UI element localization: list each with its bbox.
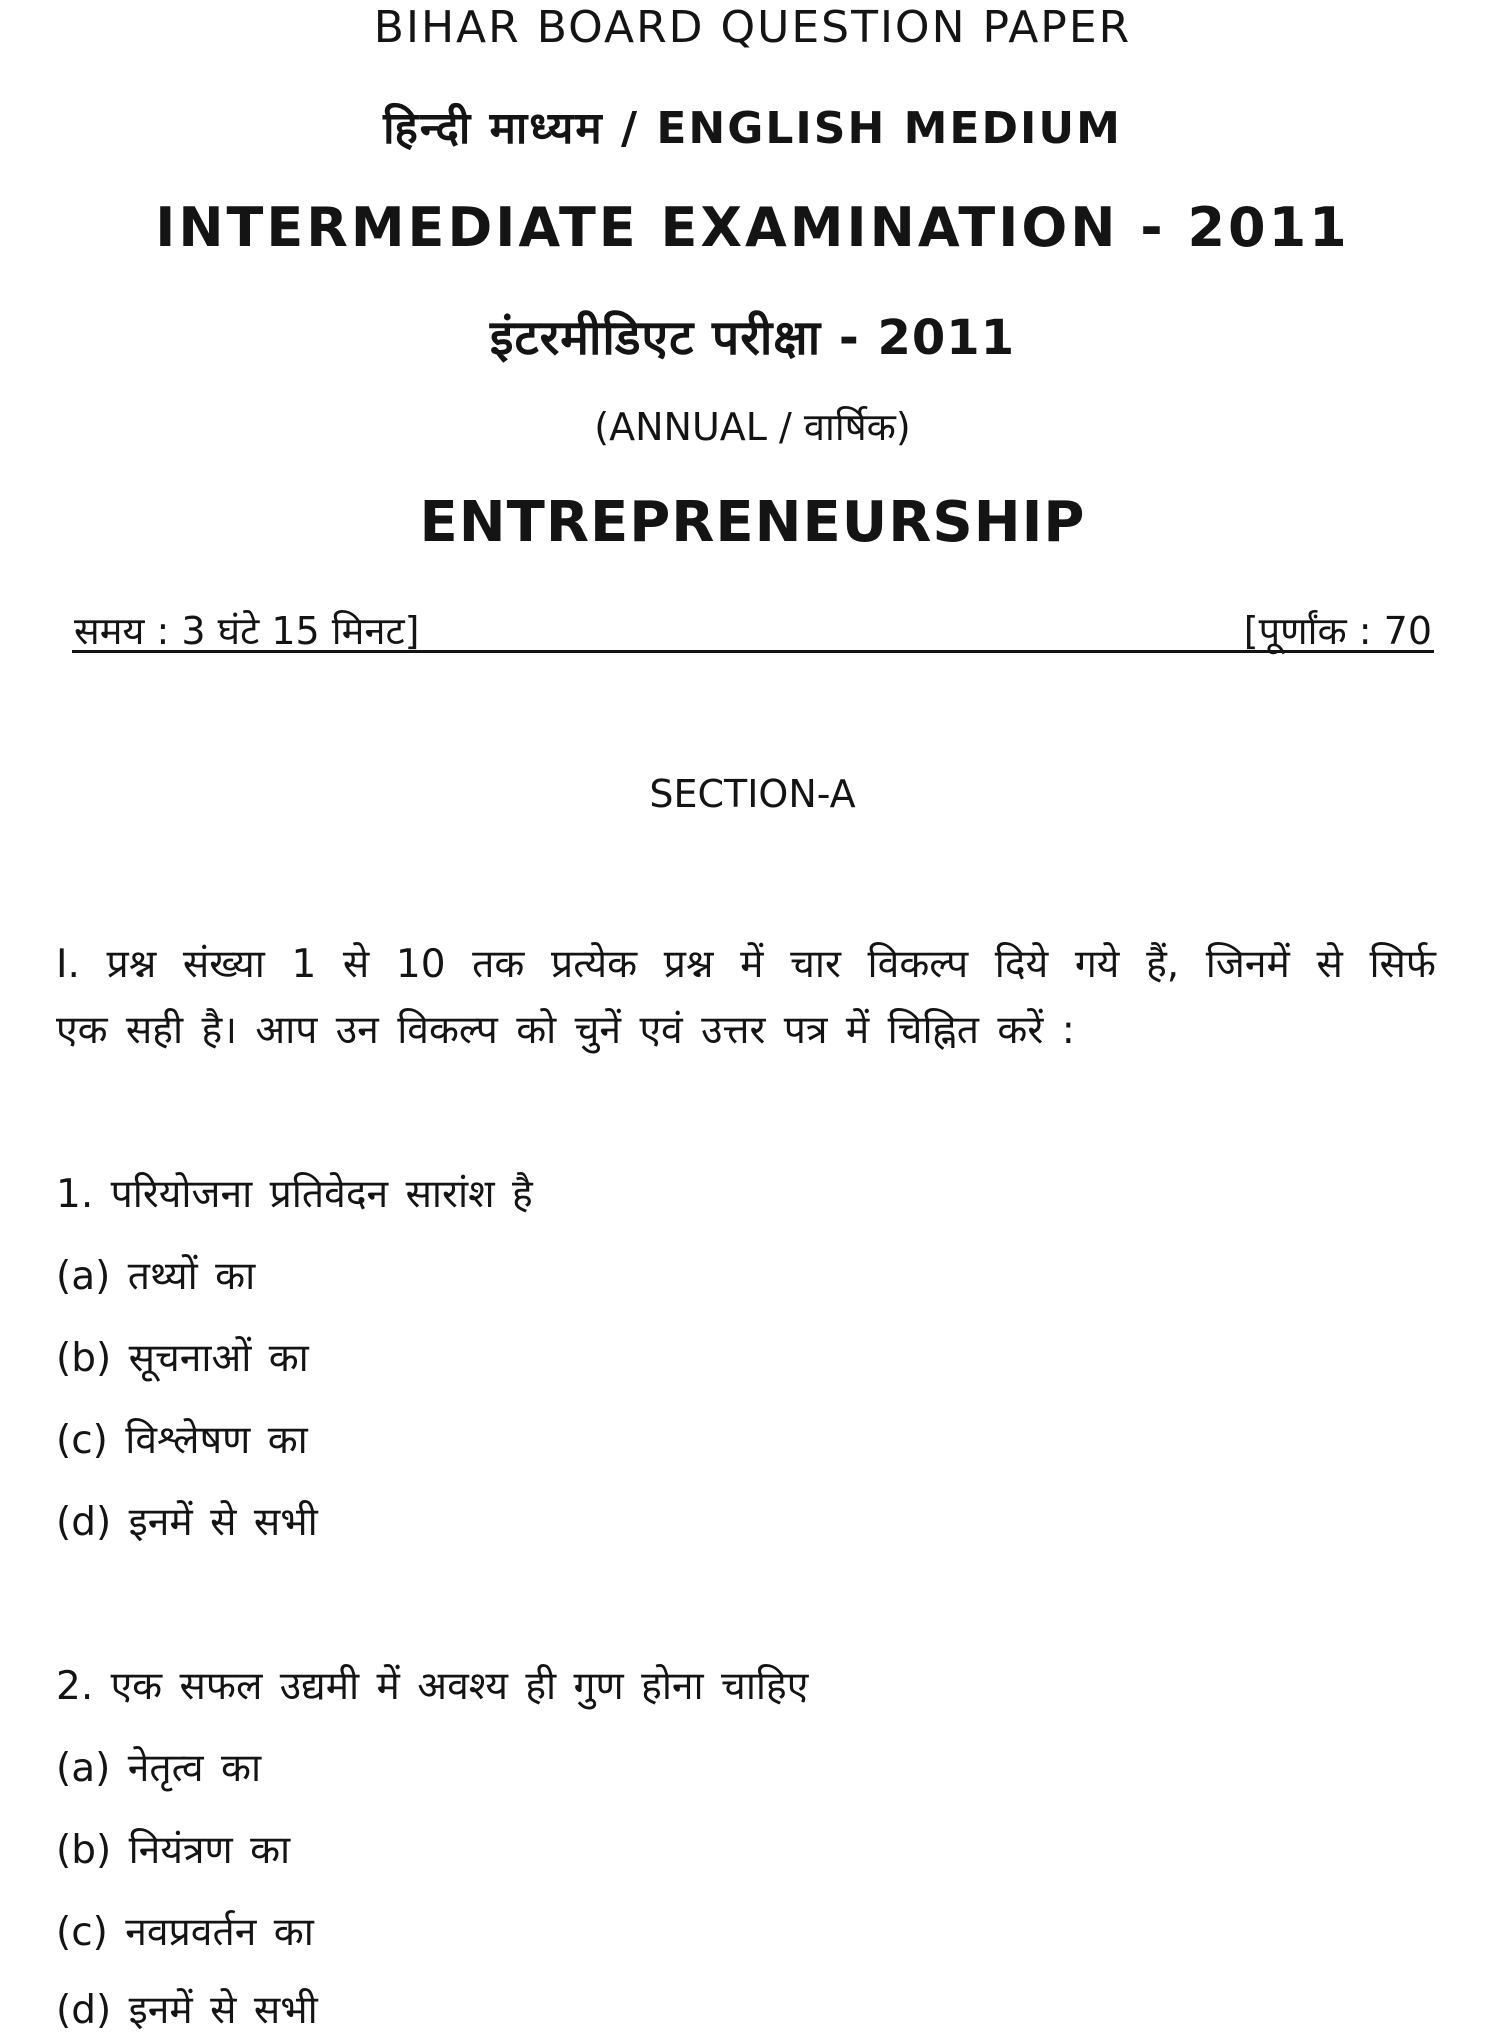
question-1-option-d: (d) इनमें से सभी	[56, 1500, 318, 1545]
time-allowed: समय : 3 घंटे 15 मिनट]	[74, 609, 420, 653]
board-title: BIHAR BOARD QUESTION PAPER	[373, 2, 1132, 53]
question-1-option-a: (a) तथ्यों का	[56, 1254, 256, 1299]
question-2-option-b: (b) नियंत्रण का	[56, 1828, 291, 1873]
medium-line: हिन्दी माध्यम / ENGLISH MEDIUM	[383, 103, 1122, 154]
exam-title-hindi: इंटरमीडिएट परीक्षा - 2011	[489, 310, 1016, 366]
instruction-line-2: एक सही है। आप उन विकल्प को चुनें एवं उत्तर पत्र में चिह्नित करें :	[56, 1008, 1075, 1053]
question-2-option-c: (c) नवप्रवर्तन का	[56, 1910, 314, 1955]
subject-title: ENTREPRENEURSHIP	[419, 490, 1086, 555]
instruction-line-1: I. प्रश्न संख्या 1 से 10 तक प्रत्येक प्रश्न में चार विकल्प दिये गये हैं, जिनमें से सिर्फ	[56, 942, 1436, 987]
exam-title-english: INTERMEDIATE EXAMINATION - 2011	[155, 196, 1350, 259]
question-2-option-a: (a) नेतृत्व का	[56, 1746, 262, 1791]
question-1-text: 1. परियोजना प्रतिवेदन सारांश है	[56, 1172, 533, 1217]
question-2-option-d: (d) इनमें से सभी	[56, 1988, 318, 2033]
question-1-option-c: (c) विश्लेषण का	[56, 1418, 308, 1463]
section-title: SECTION-A	[649, 772, 856, 816]
exam-type: (ANNUAL / वार्षिक)	[594, 405, 911, 449]
time-marks-bar	[72, 604, 1434, 653]
question-2-text: 2. एक सफल उद्यमी में अवश्य ही गुण होना चाहिए	[56, 1664, 809, 1709]
full-marks: [पूर्णांक : 70	[1243, 609, 1432, 653]
question-1-option-b: (b) सूचनाओं का	[56, 1336, 309, 1381]
